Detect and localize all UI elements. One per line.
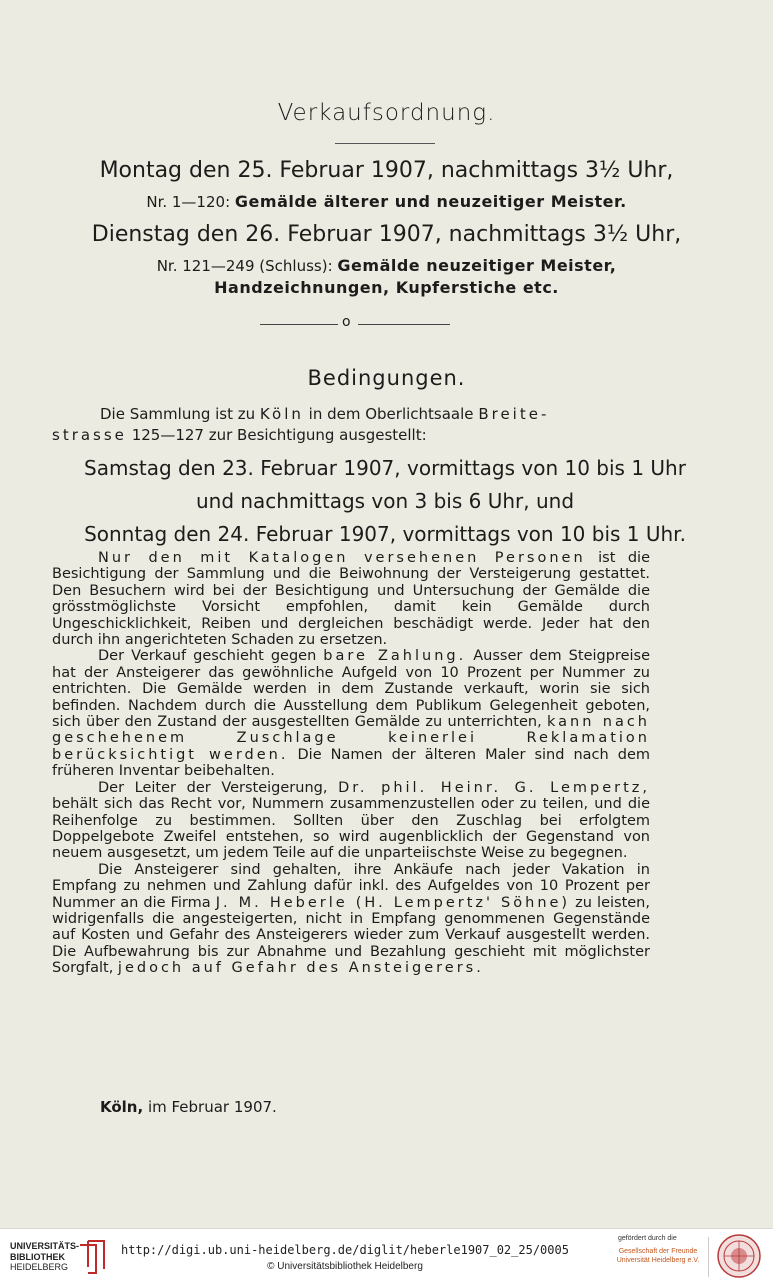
separator-line-right	[358, 324, 450, 325]
sale-2-description-line2: Handzeichnungen, Kupferstiche etc.	[214, 278, 559, 297]
spaced-text: Nur den mit Katalogen versehenen Personen	[98, 550, 586, 566]
paragraph-text: behält sich das Recht vor, Nummern zusammenzustellen oder zu teilen, und die Reihenfolge zu bestimmen. Sollten über den Zuschlag bei erfolgtem Doppelgebote Zweifel entstehen, so wird augenblicklich der Gegenstand von neuem ausgesetzt, um jedem Teile auf die unparteiischste Weise zu begegnen.	[52, 796, 650, 862]
permalink-url[interactable]: http://digi.ub.uni-heidelberg.de/diglit/heberle1907_02_25/0005	[121, 1243, 569, 1257]
footer-bar	[0, 1228, 773, 1283]
spaced-text: J. M. Heberle (H. Lempertz' Söhne)	[215, 894, 571, 911]
intro-street: Breite-	[478, 405, 550, 423]
viewing-date-3: Sonntag den 24. Februar 1907, vormittags von 10 bis 1 Uhr.	[84, 522, 686, 546]
paragraph-text: Die Namen der älteren Maler sind nach dem früheren Inventar beibehalten.	[52, 746, 650, 780]
signoff	[100, 1098, 277, 1116]
spaced-text: kann nach geschehenem Zuschlage keinerlei Reklamation berücksichtigt werden.	[52, 714, 650, 763]
spaced-text: bare Zahlung.	[323, 648, 467, 665]
separator-line-left	[260, 324, 338, 325]
separator-circle: o	[342, 314, 351, 330]
sale-2-description: Gemälde neuzeitiger Meister,	[337, 256, 617, 275]
sale-1-lots	[0, 192, 773, 211]
library-name-line-1: UNIVERSITÄTS-	[10, 1241, 80, 1251]
intro-city: Köln	[259, 405, 304, 423]
intro-text-2: in dem Oberlichtsaale	[308, 405, 474, 423]
library-name[interactable]	[10, 1241, 79, 1273]
paragraph-2	[52, 648, 650, 779]
paragraph-4	[52, 862, 650, 977]
intro-line-1	[52, 404, 652, 425]
sale-2-range: Nr. 121—249 (Schluss):	[156, 257, 333, 275]
society-name[interactable]	[612, 1247, 704, 1265]
sale-2-description-cont	[0, 278, 773, 297]
ornament-separator	[250, 314, 520, 334]
library-name-line-2: BIBLIOTHEK	[10, 1251, 65, 1262]
paragraph-text: ist die Besichtigung der Sammlung und die Beiwohnung der Versteigerung gestattet. Den Besuchern wird bei der Besichtigung und Untersuchung der Gemälde die grösstmöglichste Vorsicht empfohlen, damit kein Gemälde durch Ungeschicklichkeit, Reiben und dergleichen beschädigt werde. Jeder hat den durch ihn angerichteten Schaden zu ersetzen.	[52, 550, 651, 649]
paragraph-text: Ausser dem Steigpreise hat der Ansteigerer das gewöhnliche Aufgeld von 10 Prozent per Nummer zu entrichten. Die Gemälde werden in dem Zustande verkauft, worin sie sich befinden. Nachdem durch die Ausstellung dem Publikum Gelegenheit geboten, sich über den Zustand der ausgestellten Gemälde zu unterrichten,	[52, 648, 650, 731]
signoff-city: Köln,	[100, 1098, 144, 1116]
spaced-text: Dr. phil. Heinr. G. Lempertz,	[338, 779, 651, 796]
paragraph-text: zu leisten, widrigenfalls die angesteigerten, nicht in Empfang genommenen Gegenstände auf Kosten und Gefahr des Ansteigerers wieder zum Verkauf ausgestellt werden. Die Aufbewahrung bis zur Abnahme und Bezahlung geschieht mit möglichster Sorgfalt,	[52, 894, 650, 977]
paragraph-3	[52, 780, 650, 862]
funded-by-label: gefördert durch die	[618, 1235, 677, 1242]
viewing-date-1: Samstag den 23. Februar 1907, vormittags von 10 bis 1 Uhr	[84, 456, 686, 480]
footer-divider	[708, 1237, 709, 1277]
paragraph-text: Der Leiter der Versteigerung,	[98, 779, 339, 796]
section-heading: Bedingungen.	[307, 366, 466, 390]
intro-text-3: 125—127 zur Besichtigung ausgestellt:	[131, 426, 427, 444]
paragraph-1	[52, 550, 650, 648]
conditions-text	[52, 550, 650, 977]
sale-1-description: Gemälde älterer und neuzeitiger Meister.	[234, 192, 627, 211]
viewing-dates	[40, 452, 730, 551]
library-name-line-3: HEIDELBERG	[10, 1262, 69, 1272]
sale-1-range: Nr. 1—120:	[146, 193, 231, 211]
copyright-notice: © Universitätsbibliothek Heidelberg	[267, 1261, 423, 1272]
university-seal-icon[interactable]	[716, 1233, 762, 1279]
intro-paragraph	[52, 404, 652, 446]
paragraph-text: Der Verkauf geschieht gegen	[98, 648, 324, 665]
intro-text: Die Sammlung ist zu	[100, 405, 256, 423]
viewing-date-2: und nachmittags von 3 bis 6 Uhr, und	[195, 489, 575, 513]
intro-street-cont: strasse	[52, 426, 127, 444]
page-title: Verkaufsordnung.	[277, 100, 496, 126]
sale-2-date: Dienstag den 26. Februar 1907, nachmittags 3½ Uhr,	[91, 222, 682, 247]
spaced-text: jedoch auf Gefahr des Ansteigerers.	[117, 960, 484, 977]
intro-line-2	[52, 425, 652, 446]
society-name-line-2: Universität Heidelberg e.V.	[616, 1257, 700, 1264]
society-name-line-1: Gesellschaft der Freunde	[618, 1248, 698, 1255]
signoff-date: im Februar 1907.	[143, 1098, 277, 1116]
paragraph-text: Die Ansteigerer sind gehalten, ihre Ankäufe nach jeder Vakation in Empfang zu nehmen und Zahlung dafür inkl. des Aufgeldes von 10 Prozent per Nummer an die Firma	[52, 861, 650, 911]
sale-1-date: Montag den 25. Februar 1907, nachmittags 3½ Uhr,	[99, 158, 674, 183]
title-underline	[335, 143, 435, 144]
library-logo-icon[interactable]	[76, 1237, 108, 1277]
sale-2-lots	[0, 256, 773, 275]
